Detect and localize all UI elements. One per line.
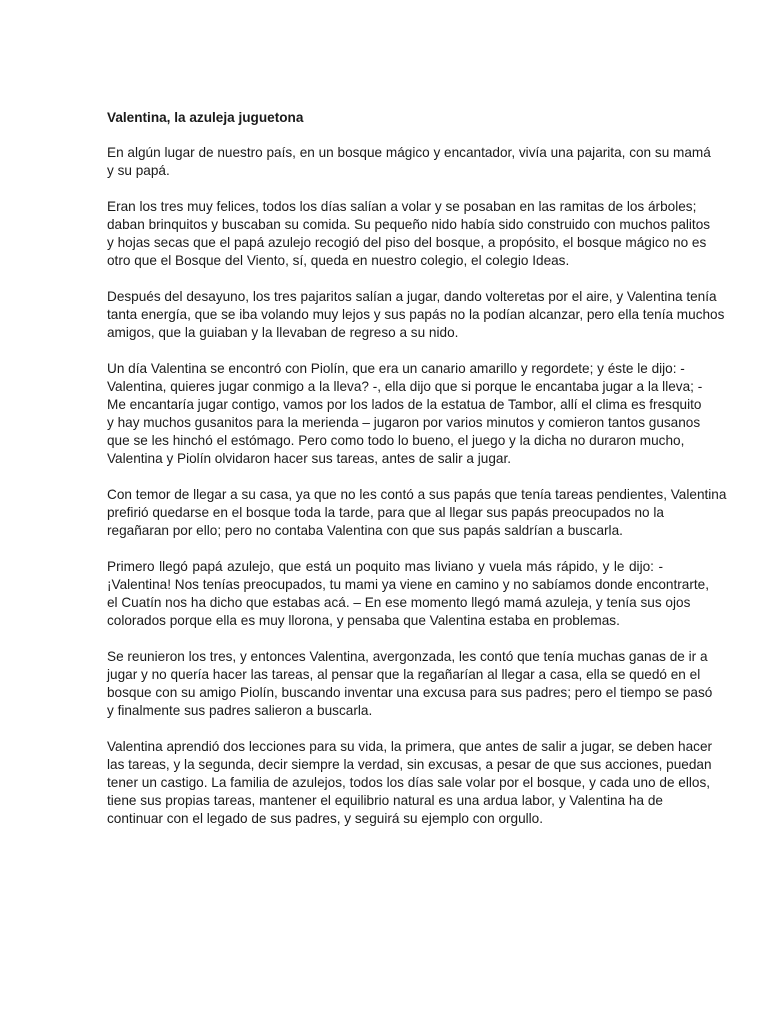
text-line: tanta energía, que se iba volando muy lejos y sus papás no la podían alcanzar, pero ella tenía muchos <box>107 307 725 322</box>
text-line: daban brinquitos y buscaban su comida. Su pequeño nido había sido construido con muchos palitos <box>107 217 711 232</box>
text-line: Valentina, quieres jugar conmigo a la lleva? -, ella dijo que si porque le encantaba jugar a la lleva; - <box>107 379 703 394</box>
text-line: ¡Valentina! Nos tenías preocupados, tu mami ya viene en camino y no sabíamos donde encontrarte, <box>107 577 709 592</box>
text-line: otro que el Bosque del Viento, sí, queda en nuestro colegio, el colegio Ideas. <box>107 253 570 268</box>
text-line: el Cuatín nos ha dicho que estabas acá. – En ese momento llegó mamá azuleja, y tenía sus ojos <box>107 595 691 610</box>
text-line: Después del desayuno, los tres pajaritos salían a jugar, dando volteretas por el aire, y Valentina tenía <box>107 289 717 304</box>
text-line: bosque con su amigo Piolín, buscando inventar una excusa para sus padres; pero el tiempo se pasó <box>107 685 713 700</box>
text-line: Valentina y Piolín olvidaron hacer sus tareas, antes de salir a jugar. <box>107 451 512 466</box>
text-line: Un día Valentina se encontró con Piolín, que era un canario amarillo y regordete; y éste le dijo: - <box>107 361 685 376</box>
paragraph <box>107 144 711 180</box>
text-line: prefirió quedarse en el bosque toda la tarde, para que al llegar sus papás preocupados no la <box>107 505 664 520</box>
text-line: amigos, que la guiaban y la llevaban de regreso a su nido. <box>107 325 459 340</box>
text-line: Se reunieron los tres, y entonces Valentina, avergonzada, les contó que tenía muchas ganas de ir a <box>107 649 708 664</box>
text-line: Eran los tres muy felices, todos los días salían a volar y se posaban en las ramitas de los árboles; <box>107 199 697 214</box>
paragraph <box>107 486 727 540</box>
text-line: Me encantaría jugar contigo, vamos por los lados de la estatua de Tambor, allí el clima es fresquito <box>107 397 702 412</box>
text-line: tener un castigo. La familia de azulejos, todos los días sale volar por el bosque, y cada uno de ellos, <box>107 775 711 790</box>
paragraph <box>107 360 703 468</box>
text-line: tiene sus propias tareas, mantener el equilibrio natural es una ardua labor, y Valentina ha de <box>107 793 663 808</box>
paragraph <box>107 288 725 342</box>
paragraph <box>107 198 711 270</box>
text-line: regañaran por ello; pero no contaba Valentina con que sus papás saldrían a buscarla. <box>107 523 623 538</box>
text-line: y su papá. <box>107 163 170 178</box>
document-body <box>107 144 727 846</box>
text-line: En algún lugar de nuestro país, en un bosque mágico y encantador, vivía una pajarita, con su mamá <box>107 145 711 160</box>
text-line: las tareas, y la segunda, decir siempre la verdad, sin excusas, a pesar de que sus acciones, puedan <box>107 757 712 772</box>
text-line: Con temor de llegar a su casa, ya que no les contó a sus papás que tenía tareas pendientes, Valentina <box>107 487 727 502</box>
paragraph <box>107 648 713 720</box>
text-line: y finalmente sus padres salieron a buscarla. <box>107 703 373 718</box>
text-line: y hay muchos gusanitos para la merienda – jugaron por varios minutos y comieron tantos gusanos <box>107 415 701 430</box>
text-line: continuar con el legado de sus padres, y seguirá su ejemplo con orgullo. <box>107 811 544 826</box>
text-line: Primero llegó papá azulejo, que está un poquito mas liviano y vuela más rápido, y le dijo: - <box>107 559 663 574</box>
text-line: Valentina aprendió dos lecciones para su vida, la primera, que antes de salir a jugar, se deben hacer <box>107 739 713 754</box>
document-title: Valentina, la azuleja juguetona <box>107 110 304 125</box>
text-line: colorados porque ella es muy llorona, y pensaba que Valentina estaba en problemas. <box>107 613 620 628</box>
text-line: que se les hinchó el estómago. Pero como todo lo bueno, el juego y la dicha no duraron mucho, <box>107 433 685 448</box>
paragraph <box>107 738 713 828</box>
text-line: y hojas secas que el papá azulejo recogió del piso del bosque, a propósito, el bosque mágico no es <box>107 235 707 250</box>
paragraph <box>107 558 709 630</box>
text-line: jugar y no quería hacer las tareas, al pensar que la regañarían al llegar a casa, ella se quedó en el <box>107 667 701 682</box>
